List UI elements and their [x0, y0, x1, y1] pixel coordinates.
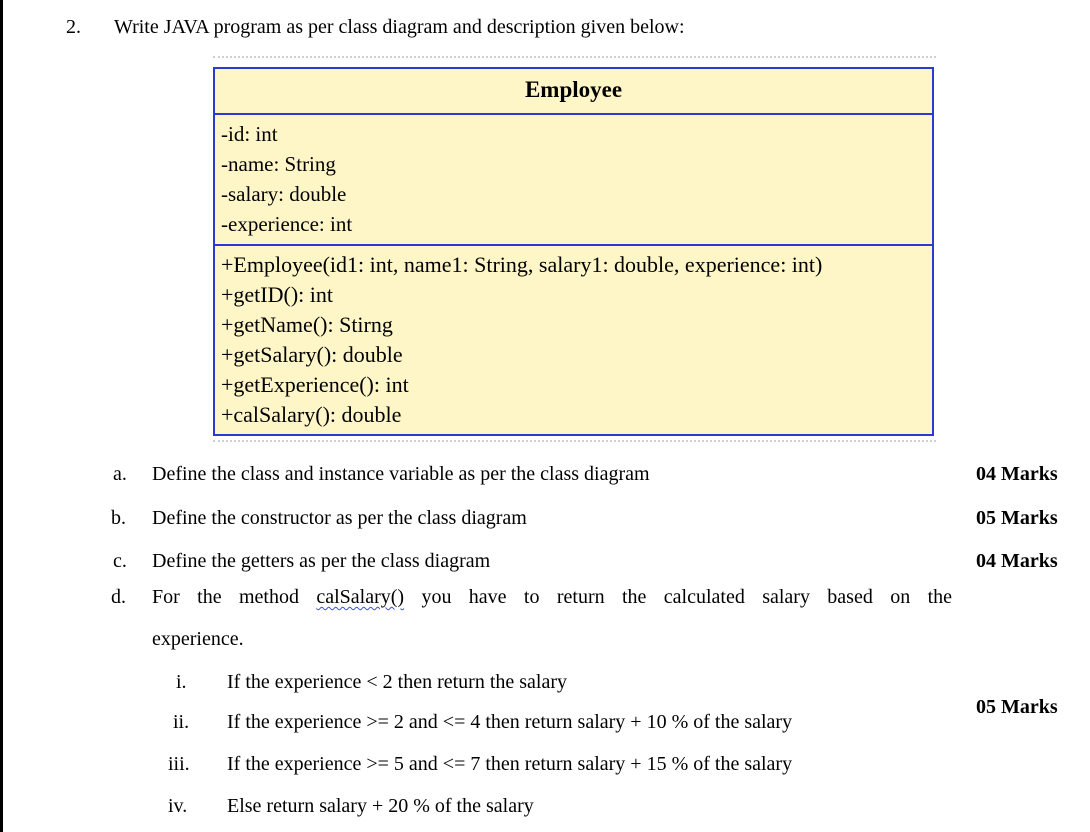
task-text: Define the getters as per the class diagram: [152, 550, 491, 572]
task-marker: d.: [111, 586, 126, 608]
task-text: Define the constructor as per the class diagram: [152, 507, 527, 529]
subitem-marker: iii.: [168, 753, 190, 775]
task-marker: b.: [111, 507, 126, 529]
uml-operation: +calSalary(): double: [221, 402, 402, 427]
uml-attribute: -experience: int: [221, 212, 353, 236]
uml-operation: +getExperience(): int: [221, 372, 409, 397]
task-d-first-line: [152, 586, 952, 609]
uml-operation: +getID(): int: [221, 282, 333, 307]
uml-class-name: Employee: [215, 69, 932, 115]
dotted-separator-bottom: [213, 440, 936, 442]
question-number: 2.: [66, 16, 81, 38]
task-marks: 04 Marks: [976, 550, 1058, 572]
task-marks: 05 Marks: [976, 696, 1058, 718]
uml-attribute: -id: int: [221, 122, 278, 146]
subitem-marker: iv.: [168, 795, 188, 817]
uml-operation: +Employee(id1: int, name1: String, salary1: double, experience: int): [221, 252, 823, 277]
task-marker: c.: [113, 550, 127, 572]
task-marks: 05 Marks: [976, 507, 1058, 529]
uml-operations-section: [215, 246, 932, 430]
subitem-text: If the experience < 2 then return the salary: [227, 671, 568, 693]
task-d-text-before: For the method: [152, 586, 299, 608]
task-marker: a.: [113, 463, 127, 485]
task-marks: 04 Marks: [976, 463, 1058, 485]
subitem-marker: ii.: [173, 711, 190, 733]
subitem-marker: i.: [176, 671, 187, 693]
task-text: Define the class and instance variable as per the class diagram: [152, 463, 650, 485]
subitem-text: If the experience >= 5 and <= 7 then return salary + 15 % of the salary: [227, 753, 793, 775]
uml-attribute: -name: String: [221, 152, 336, 176]
question-prompt: Write JAVA program as per class diagram and description given below:: [114, 16, 685, 38]
uml-operation: +getName(): Stirng: [221, 312, 393, 337]
uml-attribute: -salary: double: [221, 182, 347, 206]
left-margin-rule: [0, 0, 3, 832]
task-d-second-line: experience.: [152, 628, 244, 650]
uml-attributes-section: [215, 115, 932, 246]
task-d-text-after: you have to return the calculated salary based on the: [421, 586, 953, 608]
uml-operation: +getSalary(): double: [221, 342, 403, 367]
subitem-text: If the experience >= 2 and <= 4 then return salary + 10 % of the salary: [227, 711, 793, 733]
method-name-calsalary: calSalary(): [316, 586, 405, 608]
dotted-separator-top: [213, 56, 936, 58]
uml-class-diagram: [213, 67, 934, 436]
subitem-text: Else return salary + 20 % of the salary: [227, 795, 534, 817]
